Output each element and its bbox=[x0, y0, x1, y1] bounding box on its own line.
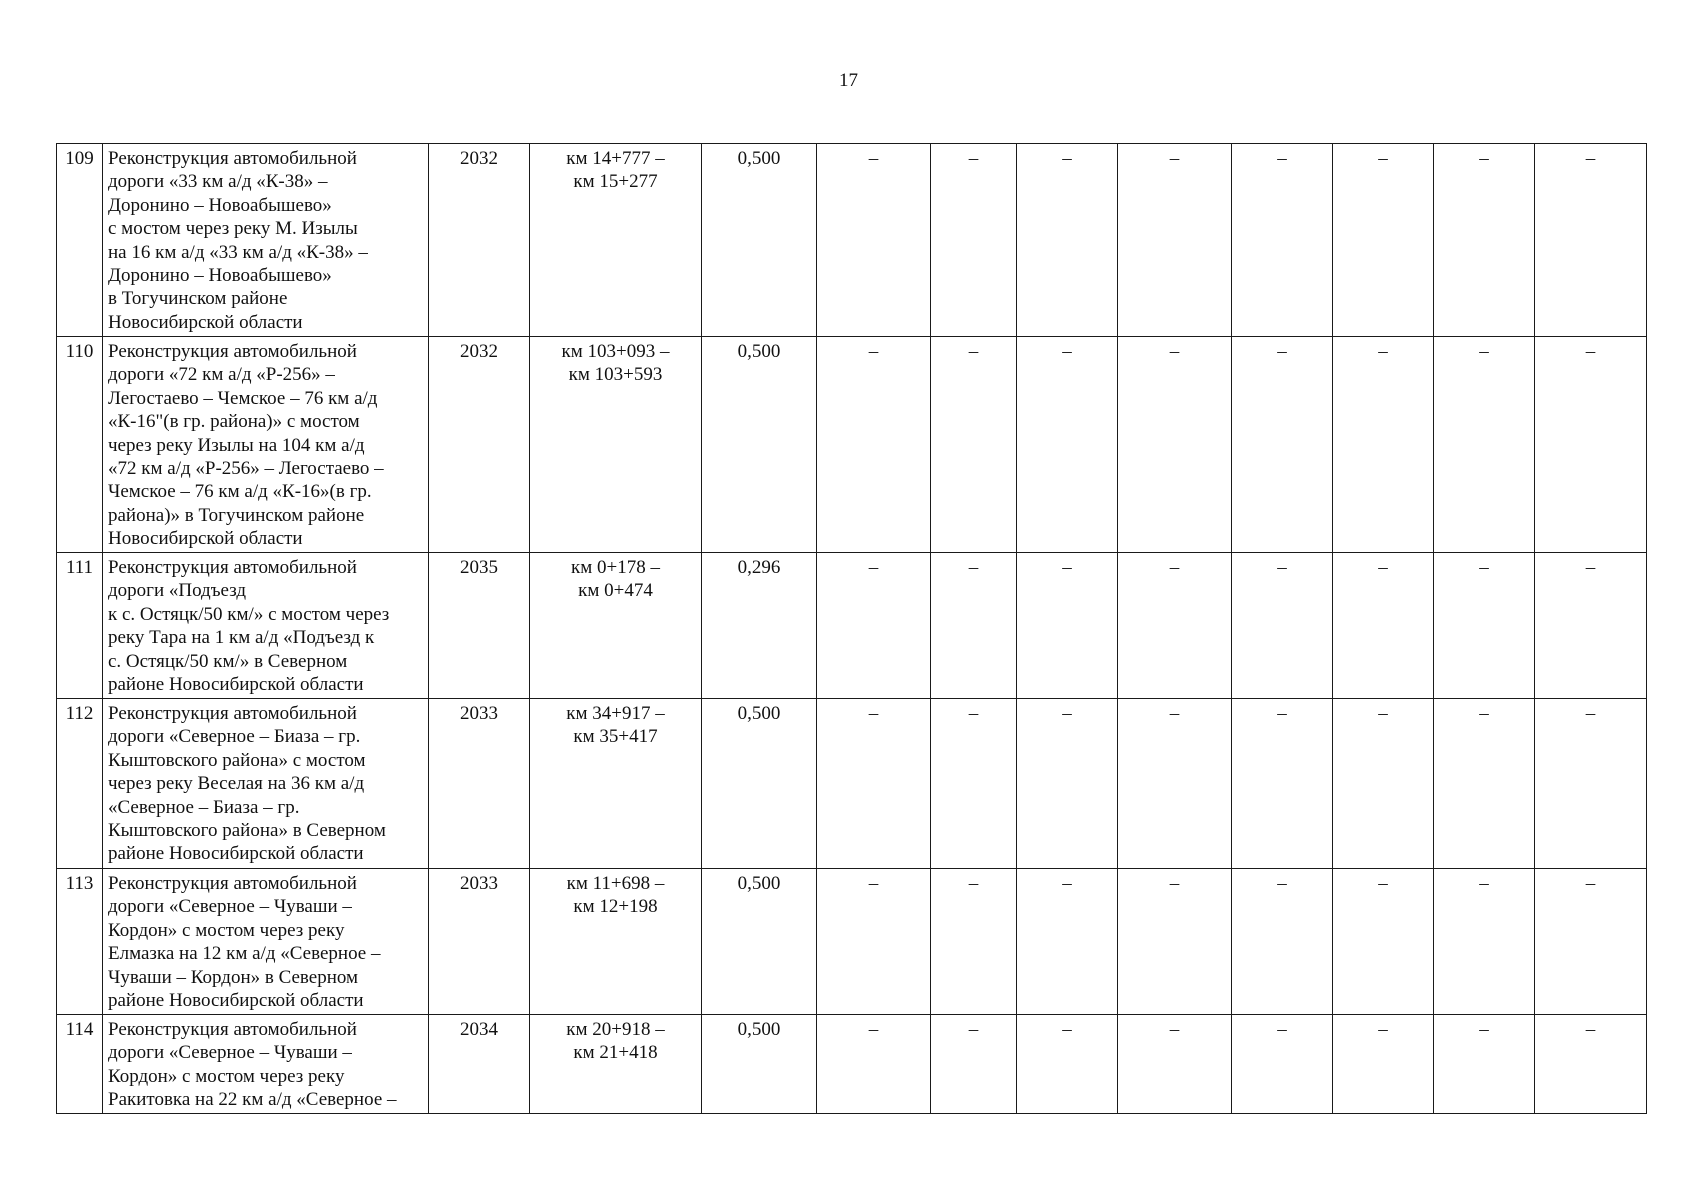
km-to: км 15+277 bbox=[573, 171, 658, 193]
empty-value-cell: – bbox=[1535, 144, 1647, 337]
empty-value-cell: – bbox=[1434, 553, 1535, 699]
object-name bbox=[103, 337, 429, 553]
object-name-line: дороги «72 км а/д «Р-256» – bbox=[108, 364, 335, 386]
empty-value-cell: – bbox=[817, 1015, 931, 1114]
empty-value-cell: – bbox=[1535, 553, 1647, 699]
year-cell: 2034 bbox=[429, 1015, 530, 1114]
km-range-cell bbox=[530, 699, 702, 869]
object-name-line: реку Тара на 1 км а/д «Подъезд к bbox=[108, 627, 375, 649]
empty-value-cell: – bbox=[1118, 869, 1232, 1015]
empty-value-cell: – bbox=[1535, 337, 1647, 553]
year-cell: 2035 bbox=[429, 553, 530, 699]
table-row bbox=[57, 144, 1647, 337]
empty-value-cell: – bbox=[1017, 869, 1118, 1015]
object-name-line: к с. Остяцк/50 км/» с мостом через bbox=[108, 603, 390, 625]
length-cell: 0,500 bbox=[702, 144, 817, 337]
km-from: км 34+917 – bbox=[566, 703, 665, 724]
km-from: км 11+698 – bbox=[566, 873, 665, 894]
object-name-line: районе Новосибирской области bbox=[108, 674, 364, 696]
empty-value-cell: – bbox=[1232, 699, 1333, 869]
empty-value-cell: – bbox=[1434, 337, 1535, 553]
km-to: км 103+593 bbox=[568, 364, 663, 386]
empty-value-cell: – bbox=[931, 144, 1017, 337]
object-name-line: Чуваши – Кордон» в Северном bbox=[108, 966, 359, 988]
object-name-line: Доронино – Новоабышево» bbox=[108, 265, 332, 287]
year-cell: 2032 bbox=[429, 337, 530, 553]
km-to: км 0+474 bbox=[578, 580, 653, 602]
km-to: км 21+418 bbox=[573, 1042, 658, 1064]
empty-value-cell: – bbox=[1232, 337, 1333, 553]
object-name-line: Реконструкция автомобильной bbox=[108, 873, 357, 894]
empty-value-cell: – bbox=[1232, 1015, 1333, 1114]
year-cell: 2033 bbox=[429, 699, 530, 869]
object-name-line: дороги «33 км а/д «К-38» – bbox=[108, 171, 328, 193]
empty-value-cell: – bbox=[1333, 869, 1434, 1015]
row-number: 112 bbox=[57, 699, 103, 869]
object-name-line: Кыштовского района» с мостом bbox=[108, 749, 366, 771]
object-name-line: на 16 км а/д «33 км а/д «К-38» – bbox=[108, 241, 368, 263]
object-name-line: района)» в Тогучинском районе bbox=[108, 504, 365, 526]
empty-value-cell: – bbox=[1232, 553, 1333, 699]
empty-value-cell: – bbox=[1118, 699, 1232, 869]
row-number: 110 bbox=[57, 337, 103, 553]
object-name-line: Реконструкция автомобильной bbox=[108, 1019, 357, 1040]
object-name bbox=[103, 699, 429, 869]
km-range-cell bbox=[530, 553, 702, 699]
object-name-line: дороги «Северное – Биаза – гр. bbox=[108, 726, 361, 748]
empty-value-cell: – bbox=[931, 699, 1017, 869]
empty-value-cell: – bbox=[1535, 699, 1647, 869]
object-name-line: Новосибирской области bbox=[108, 311, 303, 333]
empty-value-cell: – bbox=[1434, 699, 1535, 869]
empty-value-cell: – bbox=[817, 144, 931, 337]
empty-value-cell: – bbox=[1118, 553, 1232, 699]
object-name bbox=[103, 144, 429, 337]
object-name-line: Реконструкция автомобильной bbox=[108, 557, 357, 578]
object-name-line: Реконструкция автомобильной bbox=[108, 148, 357, 169]
empty-value-cell: – bbox=[1535, 869, 1647, 1015]
empty-value-cell: – bbox=[817, 337, 931, 553]
object-name-line: с. Остяцк/50 км/» в Северном bbox=[108, 650, 348, 672]
row-number: 111 bbox=[57, 553, 103, 699]
table-row bbox=[57, 869, 1647, 1015]
empty-value-cell: – bbox=[1017, 699, 1118, 869]
object-name-line: Новосибирской области bbox=[108, 528, 303, 550]
empty-value-cell: – bbox=[1017, 1015, 1118, 1114]
km-from: км 103+093 – bbox=[561, 341, 670, 362]
empty-value-cell: – bbox=[817, 553, 931, 699]
empty-value-cell: – bbox=[1535, 1015, 1647, 1114]
km-range-cell bbox=[530, 144, 702, 337]
empty-value-cell: – bbox=[1333, 553, 1434, 699]
object-name-line: «72 км а/д «Р-256» – Легостаево – bbox=[108, 458, 384, 480]
length-cell: 0,500 bbox=[702, 337, 817, 553]
object-name-line: через реку Веселая на 36 км а/д bbox=[108, 773, 365, 795]
km-to: км 35+417 bbox=[573, 726, 658, 748]
object-name bbox=[103, 1015, 429, 1114]
object-name-line: дороги «Северное – Чуваши – bbox=[108, 896, 352, 918]
object-name-line: Реконструкция автомобильной bbox=[108, 341, 357, 362]
row-number: 113 bbox=[57, 869, 103, 1015]
table-row bbox=[57, 1015, 1647, 1114]
object-name-line: дороги «Северное – Чуваши – bbox=[108, 1042, 352, 1064]
empty-value-cell: – bbox=[1232, 144, 1333, 337]
length-cell: 0,500 bbox=[702, 869, 817, 1015]
empty-value-cell: – bbox=[1434, 1015, 1535, 1114]
row-number: 114 bbox=[57, 1015, 103, 1114]
object-name-line: Реконструкция автомобильной bbox=[108, 703, 357, 724]
km-from: км 0+178 – bbox=[571, 557, 660, 578]
row-number: 109 bbox=[57, 144, 103, 337]
object-name-line: Легостаево – Чемское – 76 км а/д bbox=[108, 387, 378, 409]
object-name-line: Кордон» с мостом через реку bbox=[108, 919, 345, 941]
empty-value-cell: – bbox=[1017, 553, 1118, 699]
table-body bbox=[57, 144, 1647, 1114]
roads-table bbox=[56, 143, 1647, 1114]
length-cell: 0,296 bbox=[702, 553, 817, 699]
empty-value-cell: – bbox=[1333, 1015, 1434, 1114]
object-name-line: Кыштовского района» в Северном bbox=[108, 820, 386, 842]
object-name-line: с мостом через реку М. Изылы bbox=[108, 218, 358, 240]
table-row bbox=[57, 699, 1647, 869]
empty-value-cell: – bbox=[1017, 337, 1118, 553]
object-name-line: Чемское – 76 км а/д «К-16»(в гр. bbox=[108, 481, 372, 503]
empty-value-cell: – bbox=[817, 699, 931, 869]
km-from: км 14+777 – bbox=[566, 148, 665, 169]
object-name-line: через реку Изылы на 104 км а/д bbox=[108, 434, 365, 456]
object-name-line: «Северное – Биаза – гр. bbox=[108, 796, 300, 818]
table-row bbox=[57, 337, 1647, 553]
empty-value-cell: – bbox=[1118, 337, 1232, 553]
object-name-line: Елмазка на 12 км а/д «Северное – bbox=[108, 943, 381, 965]
empty-value-cell: – bbox=[1118, 1015, 1232, 1114]
km-range-cell bbox=[530, 1015, 702, 1114]
year-cell: 2033 bbox=[429, 869, 530, 1015]
table-row bbox=[57, 553, 1647, 699]
object-name-line: Кордон» с мостом через реку bbox=[108, 1065, 345, 1087]
km-range-cell bbox=[530, 337, 702, 553]
km-from: км 20+918 – bbox=[566, 1019, 665, 1040]
empty-value-cell: – bbox=[1434, 869, 1535, 1015]
length-cell: 0,500 bbox=[702, 1015, 817, 1114]
object-name-line: в Тогучинском районе bbox=[108, 288, 288, 310]
object-name-line: «К-16"(в гр. района)» с мостом bbox=[108, 411, 360, 433]
empty-value-cell: – bbox=[1333, 144, 1434, 337]
km-to: км 12+198 bbox=[573, 896, 658, 918]
year-cell: 2032 bbox=[429, 144, 530, 337]
object-name-line: Ракитовка на 22 км а/д «Северное – bbox=[108, 1089, 397, 1111]
empty-value-cell: – bbox=[1017, 144, 1118, 337]
empty-value-cell: – bbox=[1118, 144, 1232, 337]
km-range-cell bbox=[530, 869, 702, 1015]
empty-value-cell: – bbox=[1232, 869, 1333, 1015]
empty-value-cell: – bbox=[931, 337, 1017, 553]
empty-value-cell: – bbox=[1434, 144, 1535, 337]
empty-value-cell: – bbox=[817, 869, 931, 1015]
empty-value-cell: – bbox=[1333, 699, 1434, 869]
empty-value-cell: – bbox=[931, 869, 1017, 1015]
empty-value-cell: – bbox=[931, 1015, 1017, 1114]
length-cell: 0,500 bbox=[702, 699, 817, 869]
object-name-line: Доронино – Новоабышево» bbox=[108, 194, 332, 216]
object-name bbox=[103, 553, 429, 699]
object-name-line: районе Новосибирской области bbox=[108, 990, 364, 1012]
object-name-line: дороги «Подъезд bbox=[108, 580, 247, 602]
page-number: 17 bbox=[839, 70, 858, 91]
object-name-line: районе Новосибирской области bbox=[108, 843, 364, 865]
empty-value-cell: – bbox=[931, 553, 1017, 699]
object-name bbox=[103, 869, 429, 1015]
empty-value-cell: – bbox=[1333, 337, 1434, 553]
